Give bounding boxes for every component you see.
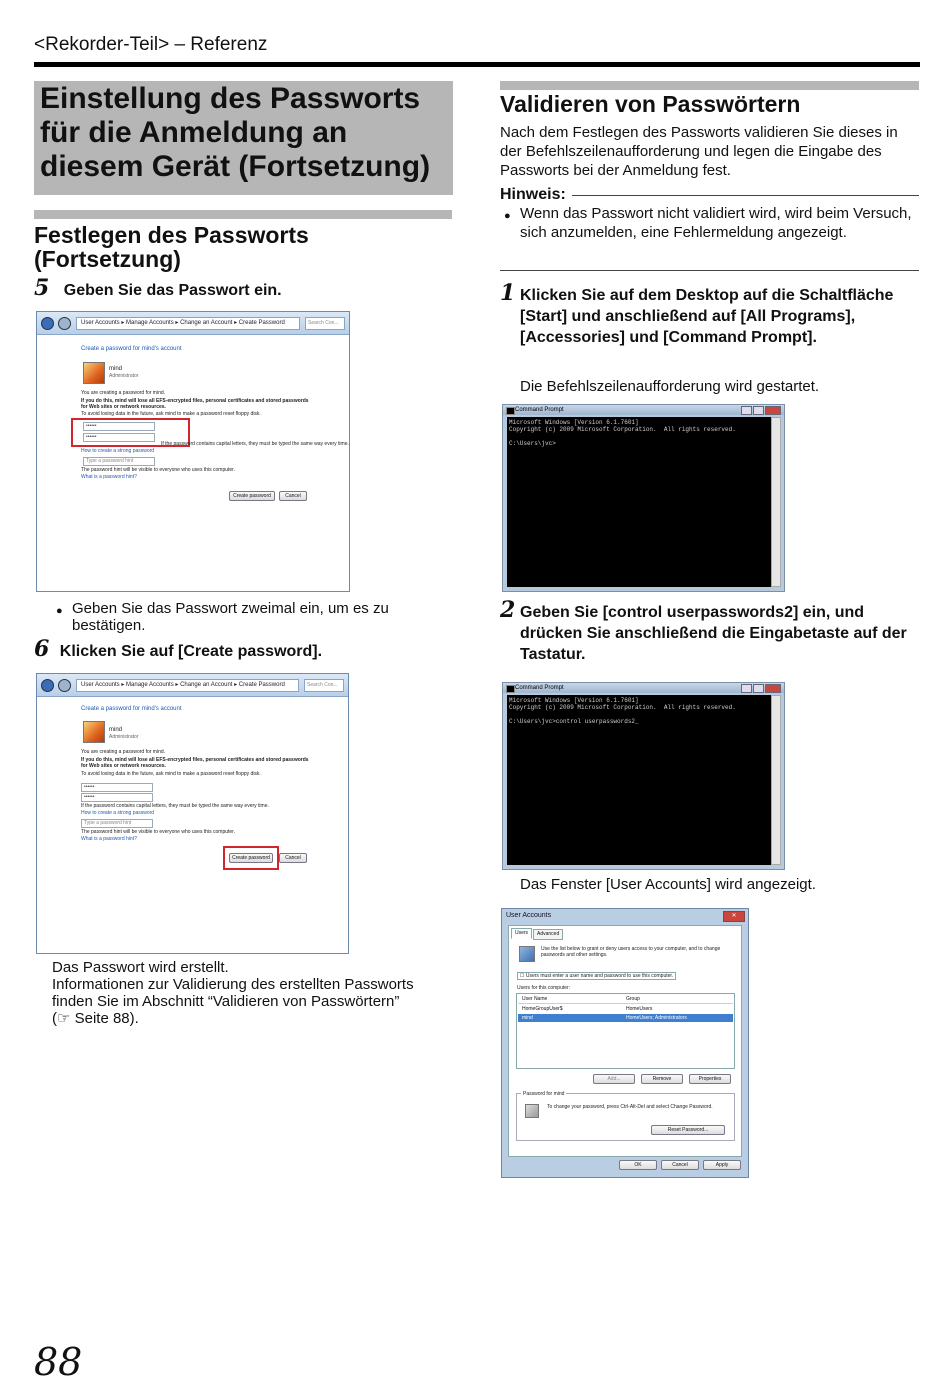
strong-password-link[interactable]: How to create a strong password <box>81 448 155 454</box>
search-input[interactable]: Search Con... <box>305 317 345 330</box>
step-number: 6 <box>34 636 50 662</box>
step-text: Geben Sie [control userpasswords2] ein, und drücken Sie anschließend die Eingabetaste auf der Tastatur. <box>520 604 907 663</box>
hint-visible-text: The password hint will be visible to everyone who uses this computer. <box>81 829 235 835</box>
section-bar-right <box>500 81 919 90</box>
dialog-heading: Create a password for mind's account <box>81 346 182 352</box>
apply-button[interactable]: Apply <box>703 1160 741 1170</box>
confirm-password-field[interactable]: •••••• <box>83 433 155 442</box>
hint-visible-text: The password hint will be visible to everyone who uses this computer. <box>81 467 235 473</box>
note-text: ● Wenn das Passwort nicht validiert wird, wird beim Versuch, sich anzumelden, eine Fehlermeldung angezeigt. <box>520 204 919 242</box>
warning-text: If you do this, mind will lose all EFS-encrypted files, personal certificates and stored passwords for Web sites or network resources. <box>81 757 309 769</box>
users-list-label: Users for this computer: <box>517 985 571 991</box>
window-controls <box>741 406 781 415</box>
running-header: <Rekorder-Teil> – Referenz <box>34 34 268 55</box>
disk-text: To avoid losing data in the future, ask mind to make a password reset floppy disk. <box>81 411 261 417</box>
cmd-title: Command Prompt <box>515 407 564 413</box>
disk-text: To avoid losing data in the future, ask mind to make a password reset floppy disk. <box>81 771 261 777</box>
hint-field[interactable]: Type a password hint <box>81 819 153 828</box>
user-role: Administrator <box>109 373 139 379</box>
explorer-toolbar <box>37 312 349 335</box>
result-line-1: Das Passwort wird erstellt. <box>52 959 229 976</box>
search-input[interactable]: Search Con... <box>304 679 344 692</box>
section-title-left: Festlegen des Passworts (Fortsetzung) <box>34 222 309 272</box>
create-password-screenshot <box>36 311 350 592</box>
user-role: Administrator <box>109 734 139 740</box>
step-text: Klicken Sie auf [Create password]. <box>59 643 323 660</box>
user-avatar <box>83 362 105 384</box>
note-rule <box>572 195 919 196</box>
forward-icon[interactable] <box>58 679 71 692</box>
highlight-frame <box>223 846 279 870</box>
section-bar-left <box>34 210 452 219</box>
page-title: Einstellung des Passworts für die Anmeldung an diesem Gerät (Fortsetzung) <box>40 82 431 183</box>
reset-password-button[interactable]: Reset Password... <box>651 1125 725 1135</box>
tab-users[interactable]: Users <box>511 928 532 939</box>
window-controls <box>741 684 781 693</box>
step-number: 2 <box>500 597 516 623</box>
password-group-text: To change your password, press Ctrl-Alt-Del and select Change Password. <box>547 1104 713 1110</box>
table-row[interactable] <box>518 1005 733 1013</box>
back-icon[interactable] <box>41 317 54 330</box>
user-accounts-dialog <box>501 908 749 1178</box>
result-line-2: Informationen zur Validierung des erstellten Passworts finden Sie im Abschnitt “Validieren von Passwörtern” <box>52 976 414 1010</box>
cancel-button[interactable]: Cancel <box>661 1160 699 1170</box>
command-prompt-titlebar <box>503 405 784 415</box>
step-1-result: Die Befehlszeilenaufforderung wird gestartet. <box>520 378 820 395</box>
result-text <box>52 959 442 1027</box>
back-icon[interactable] <box>41 679 54 692</box>
create-password-screenshot-2 <box>36 673 349 954</box>
add-button[interactable]: Add... <box>593 1074 635 1084</box>
step-2 <box>500 597 915 665</box>
require-password-checkbox[interactable]: ☐ Users must enter a user name and password to use this computer. <box>517 972 676 980</box>
creating-text: You are creating a password for mind. <box>81 749 166 755</box>
dialog-title: User Accounts <box>506 912 552 919</box>
users-intro: Use the list below to grant or deny users access to your computer, and to change passwords and other settings. <box>541 946 721 958</box>
row-group: HomeUsers <box>626 1006 653 1012</box>
command-prompt-titlebar <box>503 683 784 693</box>
forward-icon[interactable] <box>58 317 71 330</box>
step-number: 5 <box>34 275 50 301</box>
explorer-toolbar <box>37 674 348 697</box>
note-box <box>500 186 919 242</box>
users-icon <box>519 946 535 962</box>
header-rule <box>34 62 920 67</box>
address-bar[interactable]: User Accounts ▸ Manage Accounts ▸ Change an Account ▸ Create Password <box>76 317 300 330</box>
section-title-right: Validieren von Passwörtern <box>500 91 801 117</box>
bullet-confirm: ● Geben Sie das Passwort zweimal ein, um es zu bestätigen. <box>72 600 432 634</box>
step-text: Geben Sie das Passwort ein. <box>63 282 282 299</box>
dialog-panel <box>508 925 742 1157</box>
table-row-selected[interactable] <box>518 1014 733 1022</box>
cancel-button[interactable]: Cancel <box>279 853 307 863</box>
hint-link[interactable]: What is a password hint? <box>81 474 137 480</box>
tab-advanced[interactable]: Advanced <box>533 929 563 940</box>
new-password-field[interactable]: •••••• <box>83 422 155 431</box>
hint-link[interactable]: What is a password hint? <box>81 836 137 842</box>
remove-button[interactable]: Remove <box>641 1074 683 1084</box>
console-output[interactable]: Microsoft Windows [Version 6.1.7601] Copyright (c) 2009 Microsoft Corporation. All rights reserved. C:\Users\jvc>control userpasswords2_ <box>507 695 772 865</box>
step-6 <box>34 636 323 662</box>
users-table[interactable] <box>516 993 735 1069</box>
command-prompt-window-2 <box>502 682 785 870</box>
confirm-password-field[interactable]: •••••• <box>81 793 153 802</box>
note-label: Hinweis: <box>500 186 566 203</box>
maximize-icon[interactable] <box>753 684 764 693</box>
password-group-label: Password for mind <box>523 1091 565 1097</box>
capital-hint: If the password contains capital letters, they must be typed the same way every time. <box>161 441 349 447</box>
step-2-result: Das Fenster [User Accounts] wird angezeigt. <box>520 876 816 893</box>
table-header <box>518 995 733 1004</box>
capital-hint: If the password contains capital letters, they must be typed the same way every time. <box>81 803 269 809</box>
command-prompt-window <box>502 404 785 592</box>
cancel-button[interactable]: Cancel <box>279 491 307 501</box>
step-text: Klicken Sie auf dem Desktop auf die Schaltfläche [Start] und anschließend auf [All Programs], [Accessories] und [Command Prompt]. <box>520 287 894 346</box>
col-group[interactable]: Group <box>626 996 640 1002</box>
key-icon <box>525 1104 539 1118</box>
cmd-icon <box>506 685 515 693</box>
row-user: mind <box>522 1015 533 1021</box>
row-user: HomeGroupUser$ <box>522 1006 563 1012</box>
warning-text: If you do this, mind will lose all EFS-encrypted files, personal certificates and stored passwords for Web sites or network resources. <box>81 398 309 410</box>
console-output[interactable]: Microsoft Windows [Version 6.1.7601] Copyright (c) 2009 Microsoft Corporation. All rights reserved. C:\Users\jvc> <box>507 417 772 587</box>
strong-password-link[interactable]: How to create a strong password <box>81 810 155 816</box>
row-group: HomeUsers; Administrators <box>626 1015 687 1021</box>
intro-paragraph: Nach dem Festlegen des Passworts validieren Sie dieses in der Befehlszeilenaufforderung und legen die Eingabe des Passworts bei der Anmeldung fest. <box>500 124 898 179</box>
hint-field[interactable]: Type a password hint <box>83 457 155 466</box>
minimize-icon[interactable] <box>741 406 752 415</box>
note-bottom-rule <box>500 270 919 271</box>
cmd-icon <box>506 407 515 415</box>
scrollbar[interactable] <box>771 417 781 587</box>
user-name: mind <box>109 727 123 733</box>
scrollbar[interactable] <box>771 695 781 865</box>
dialog-titlebar <box>502 909 748 923</box>
dialog-heading: Create a password for mind's account <box>81 706 182 712</box>
close-icon[interactable] <box>765 406 781 415</box>
address-bar[interactable]: User Accounts ▸ Manage Accounts ▸ Change an Account ▸ Create Password <box>76 679 299 692</box>
new-password-field[interactable]: •••••• <box>81 783 153 792</box>
creating-text: You are creating a password for mind. <box>81 390 166 396</box>
properties-button[interactable]: Properties <box>689 1074 731 1084</box>
user-avatar <box>83 721 105 743</box>
result-line-3: (☞ Seite 88). <box>52 1010 139 1027</box>
checkbox-label: Users must enter a user name and password to use this computer. <box>525 973 674 979</box>
ok-button[interactable]: OK <box>619 1160 657 1170</box>
step-number: 1 <box>500 280 516 306</box>
user-name: mind <box>109 366 123 372</box>
minimize-icon[interactable] <box>741 684 752 693</box>
close-icon[interactable] <box>765 684 781 693</box>
cmd-title: Command Prompt <box>515 685 564 691</box>
close-icon[interactable]: ✕ <box>723 911 745 922</box>
password-group <box>516 1093 735 1141</box>
page-number: 88 <box>34 1340 83 1384</box>
create-password-button[interactable]: Create password <box>229 853 273 863</box>
step-5 <box>34 275 282 301</box>
create-password-button[interactable]: Create password <box>229 491 275 501</box>
maximize-icon[interactable] <box>753 406 764 415</box>
col-user-name[interactable]: User Name <box>522 996 548 1002</box>
step-1 <box>500 280 910 348</box>
